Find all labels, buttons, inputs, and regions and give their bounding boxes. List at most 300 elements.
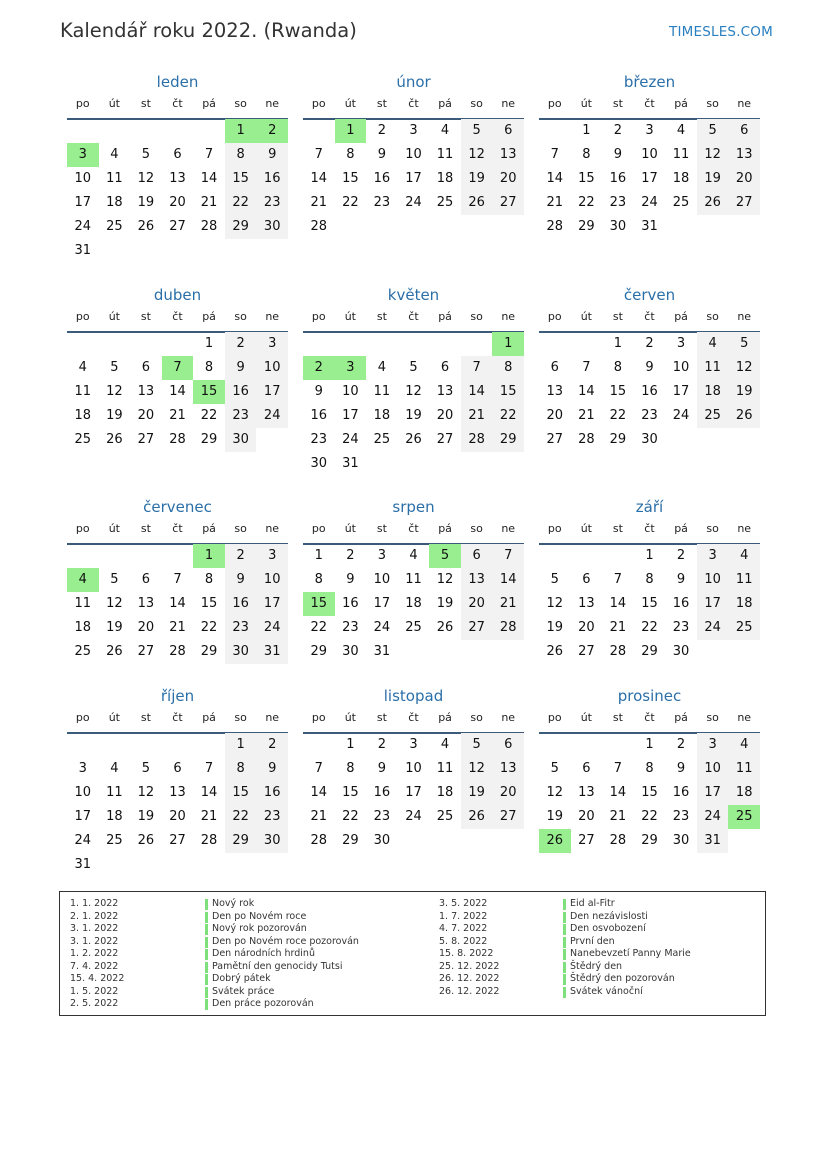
brand-link[interactable]: TIMESLES.COM: [669, 24, 773, 40]
day-cell: 14: [200, 171, 218, 186]
legend-date: 3. 1. 2022: [70, 935, 119, 947]
day-cell: 9: [377, 147, 387, 162]
day-cell: 30: [256, 215, 288, 239]
legend-marker: [563, 987, 566, 998]
day-cell: 30: [225, 640, 257, 664]
legend-marker: [205, 987, 208, 998]
day-cell: 17: [342, 408, 359, 423]
day-cell: 8: [346, 147, 355, 162]
weekday-header: út: [580, 310, 592, 323]
legend-date: 2. 5. 2022: [70, 998, 119, 1009]
weekday-header: st: [140, 522, 151, 535]
day-cell: 2: [346, 548, 355, 563]
legend-marker: [205, 924, 208, 935]
weekday-header: čt: [172, 522, 183, 535]
weekday-header: pá: [202, 97, 216, 110]
day-cell: 16: [373, 171, 391, 186]
day-cell: 23: [641, 408, 658, 423]
weekday-header: pá: [674, 97, 688, 110]
day-cell: 27: [728, 191, 760, 215]
day-cell: 11: [74, 596, 92, 611]
weekday-header: st: [612, 711, 623, 724]
day-cell: 11: [672, 147, 690, 162]
day-cell: 6: [582, 761, 591, 776]
day-cell: 19: [106, 620, 123, 635]
legend-holiday-name: Den národních hrdinů: [212, 948, 315, 959]
day-cell: 20: [492, 167, 524, 191]
weekday-header: po: [75, 97, 90, 110]
day-cell: 21: [200, 195, 218, 210]
day-cell: 5: [409, 360, 418, 375]
day-cell: 19: [728, 380, 760, 404]
day-cell: 15: [342, 171, 359, 186]
day-cell: 8: [225, 143, 257, 167]
legend-holiday-name: Eid al-Fitr: [570, 898, 615, 909]
day-cell: 28: [546, 219, 564, 234]
day-cell: 19: [137, 195, 155, 210]
weekday-header: ne: [501, 522, 516, 535]
day-cell: 18: [728, 592, 760, 616]
day-cell: 11: [436, 761, 454, 776]
day-cell: 6: [141, 572, 151, 587]
day-cell: 8: [492, 356, 524, 380]
day-cell: 21: [609, 809, 627, 824]
day-cell: 27: [492, 805, 524, 829]
day-cell: 9: [256, 143, 288, 167]
month-červen: [539, 285, 760, 485]
day-cell: 2: [676, 737, 686, 752]
day-cell: 21: [609, 620, 627, 635]
weekday-header: so: [706, 310, 719, 323]
month-name: březen: [623, 73, 676, 91]
day-cell: 15: [342, 785, 359, 800]
day-cell: 1: [613, 336, 623, 351]
month-name: září: [635, 498, 664, 516]
day-cell: 22: [200, 408, 218, 423]
day-cell: 24: [405, 195, 422, 210]
month-name: říjen: [160, 687, 195, 705]
day-cell: 24: [256, 616, 288, 640]
weekday-header: so: [470, 97, 483, 110]
day-cell: 3: [78, 761, 87, 776]
day-cell: 30: [609, 219, 627, 234]
day-cell: 14: [169, 384, 186, 399]
day-cell: 21: [169, 408, 186, 423]
weekday-header: so: [234, 97, 247, 110]
day-cell: 17: [697, 592, 729, 616]
month-říjen: [67, 686, 288, 886]
day-cell: 28: [461, 428, 493, 452]
day-cell: 17: [256, 592, 288, 616]
weekday-header: st: [376, 310, 387, 323]
day-cell: 22: [492, 404, 524, 428]
weekday-header: ne: [265, 522, 280, 535]
day-cell: 13: [137, 384, 155, 399]
day-cell: 10: [256, 356, 288, 380]
weekday-header: st: [376, 522, 387, 535]
day-cell: 14: [546, 171, 564, 186]
day-cell: 24: [697, 805, 729, 829]
legend-marker: [205, 912, 208, 923]
weekday-header: pá: [438, 310, 452, 323]
day-cell: 2: [225, 544, 257, 568]
day-cell: 13: [578, 596, 595, 611]
month-name: červen: [623, 286, 676, 304]
day-cell: 9: [225, 568, 257, 592]
day-cell: 2: [676, 548, 686, 563]
day-cell: 27: [169, 833, 186, 848]
legend-holiday-name: Den nezávislosti: [570, 910, 648, 922]
weekday-header: so: [234, 711, 247, 724]
weekday-header: čt: [644, 97, 655, 110]
weekday-header: po: [547, 310, 562, 323]
day-cell: 6: [173, 761, 182, 776]
legend-date: 1. 2. 2022: [70, 948, 119, 959]
day-cell: 13: [436, 384, 454, 399]
day-cell: 31: [342, 456, 359, 471]
day-cell: 2: [256, 733, 288, 757]
weekday-header: so: [470, 522, 483, 535]
holiday-day: 1: [225, 119, 257, 143]
day-cell: 8: [613, 360, 623, 375]
day-cell: 27: [461, 616, 493, 640]
weekday-header: ne: [265, 97, 280, 110]
day-cell: 24: [405, 809, 422, 824]
day-cell: 7: [613, 761, 623, 776]
day-cell: 16: [225, 380, 257, 404]
day-cell: 19: [461, 167, 493, 191]
day-cell: 16: [225, 592, 257, 616]
month-name: květen: [387, 286, 440, 304]
day-cell: 4: [728, 544, 760, 568]
day-cell: 28: [200, 833, 218, 848]
day-cell: 23: [373, 809, 391, 824]
day-cell: 26: [461, 191, 493, 215]
month-prosinec: [539, 686, 760, 886]
day-cell: 10: [405, 761, 422, 776]
day-cell: 14: [609, 596, 627, 611]
day-cell: 23: [225, 616, 257, 640]
weekday-header: ne: [737, 522, 752, 535]
day-cell: 17: [373, 596, 391, 611]
day-cell: 17: [405, 785, 422, 800]
weekday-header: po: [547, 522, 562, 535]
day-cell: 29: [200, 432, 218, 447]
day-cell: 18: [74, 408, 92, 423]
day-cell: 26: [697, 191, 729, 215]
day-cell: 9: [676, 761, 686, 776]
legend-marker: [563, 974, 566, 985]
day-cell: 9: [225, 356, 257, 380]
day-cell: 10: [697, 757, 729, 781]
day-cell: 3: [377, 548, 387, 563]
day-cell: 21: [546, 195, 564, 210]
day-cell: 12: [546, 785, 564, 800]
day-cell: 7: [204, 761, 214, 776]
day-cell: 14: [609, 785, 627, 800]
day-cell: 26: [137, 219, 155, 234]
day-cell: 20: [169, 195, 186, 210]
day-cell: 13: [492, 757, 524, 781]
day-cell: 18: [74, 620, 92, 635]
day-cell: 29: [609, 432, 627, 447]
day-cell: 3: [256, 332, 288, 356]
legend-holiday-name: Den po Novém roce pozorován: [212, 935, 359, 947]
legend-marker: [205, 949, 208, 960]
day-cell: 4: [440, 737, 450, 752]
day-cell: 9: [256, 757, 288, 781]
day-cell: 12: [546, 596, 564, 611]
day-cell: 10: [405, 147, 422, 162]
day-cell: 25: [672, 195, 690, 210]
day-cell: 22: [641, 809, 658, 824]
weekday-header: čt: [644, 711, 655, 724]
weekday-header: pá: [674, 310, 688, 323]
day-cell: 25: [74, 644, 92, 659]
day-cell: 10: [256, 568, 288, 592]
day-cell: 16: [310, 408, 328, 423]
weekday-header: po: [311, 522, 326, 535]
holiday-day: 7: [162, 356, 194, 380]
day-cell: 19: [546, 620, 564, 635]
day-cell: 3: [409, 123, 418, 138]
day-cell: 25: [106, 833, 123, 848]
month-září: [539, 497, 760, 697]
day-cell: 26: [137, 833, 155, 848]
legend-date: 2. 1. 2022: [70, 910, 119, 922]
day-cell: 25: [697, 404, 729, 428]
day-cell: 24: [74, 833, 92, 848]
day-cell: 9: [314, 384, 323, 399]
day-cell: 5: [728, 332, 760, 356]
day-cell: 31: [74, 243, 92, 258]
month-červenec: [67, 497, 288, 697]
weekday-header: čt: [408, 522, 419, 535]
day-cell: 20: [492, 781, 524, 805]
weekday-header: so: [470, 711, 483, 724]
weekday-header: út: [344, 522, 356, 535]
day-cell: 17: [641, 171, 658, 186]
day-cell: 12: [436, 572, 454, 587]
day-cell: 17: [405, 171, 422, 186]
month-name: duben: [153, 286, 202, 304]
day-cell: 10: [697, 568, 729, 592]
day-cell: 7: [550, 147, 559, 162]
day-cell: 27: [492, 191, 524, 215]
day-cell: 25: [405, 620, 422, 635]
weekday-header: pá: [438, 522, 452, 535]
day-cell: 8: [204, 360, 214, 375]
weekday-header: st: [140, 97, 151, 110]
day-cell: 13: [728, 143, 760, 167]
weekday-header: pá: [202, 711, 216, 724]
legend-holiday-name: Den osvobození: [570, 923, 646, 934]
day-cell: 23: [225, 404, 257, 428]
legend-marker: [205, 899, 208, 910]
day-cell: 13: [461, 568, 493, 592]
weekday-header: ne: [501, 97, 516, 110]
day-cell: 2: [613, 123, 623, 138]
day-cell: 1: [645, 548, 654, 563]
month-únor: [303, 72, 524, 272]
day-cell: 29: [492, 428, 524, 452]
weekday-header: út: [580, 522, 592, 535]
day-cell: 28: [578, 432, 595, 447]
day-cell: 30: [342, 644, 359, 659]
day-cell: 5: [110, 360, 119, 375]
day-cell: 16: [256, 167, 288, 191]
holiday-day: 3: [67, 143, 99, 167]
weekday-header: so: [706, 522, 719, 535]
day-cell: 31: [697, 829, 729, 853]
day-cell: 6: [141, 360, 151, 375]
day-cell: 14: [310, 785, 328, 800]
legend-date: 1. 7. 2022: [439, 910, 488, 922]
day-cell: 7: [173, 572, 182, 587]
legend-date: 15. 4. 2022: [70, 973, 125, 984]
weekday-header: čt: [408, 97, 419, 110]
day-cell: 1: [204, 336, 214, 351]
weekday-header: ne: [737, 97, 752, 110]
day-cell: 12: [728, 356, 760, 380]
day-cell: 15: [492, 380, 524, 404]
day-cell: 17: [256, 380, 288, 404]
day-cell: 27: [137, 432, 155, 447]
day-cell: 23: [373, 195, 391, 210]
day-cell: 11: [697, 356, 729, 380]
day-cell: 8: [204, 572, 214, 587]
day-cell: 20: [137, 620, 155, 635]
day-cell: 17: [697, 781, 729, 805]
legend-date: 26. 12. 2022: [439, 985, 500, 997]
holiday-day: 25: [728, 805, 760, 829]
day-cell: 28: [609, 833, 627, 848]
day-cell: 16: [672, 596, 690, 611]
day-cell: 30: [225, 428, 257, 452]
day-cell: 10: [74, 171, 92, 186]
weekday-header: st: [612, 522, 623, 535]
day-cell: 7: [492, 544, 524, 568]
day-cell: 26: [106, 644, 123, 659]
legend-date: 3. 1. 2022: [70, 923, 119, 934]
day-cell: 7: [613, 572, 623, 587]
weekday-header: po: [547, 97, 562, 110]
day-cell: 24: [373, 620, 391, 635]
day-cell: 8: [645, 572, 654, 587]
day-cell: 23: [672, 809, 690, 824]
day-cell: 12: [106, 596, 123, 611]
day-cell: 22: [225, 191, 257, 215]
month-name: leden: [156, 73, 199, 91]
day-cell: 11: [405, 572, 422, 587]
day-cell: 14: [169, 596, 186, 611]
day-cell: 19: [461, 781, 493, 805]
day-cell: 22: [641, 620, 658, 635]
holiday-legend: [59, 891, 766, 1016]
day-cell: 14: [492, 568, 524, 592]
day-cell: 29: [342, 833, 359, 848]
day-cell: 13: [169, 171, 186, 186]
day-cell: 2: [225, 332, 257, 356]
month-květen: [303, 285, 524, 485]
day-cell: 8: [582, 147, 591, 162]
day-cell: 18: [106, 809, 123, 824]
day-cell: 18: [436, 785, 454, 800]
day-cell: 3: [697, 544, 729, 568]
weekday-header: ne: [265, 711, 280, 724]
day-cell: 23: [672, 620, 690, 635]
weekday-header: st: [612, 97, 623, 110]
day-cell: 26: [461, 805, 493, 829]
legend-marker: [563, 899, 566, 910]
weekday-header: čt: [172, 97, 183, 110]
day-cell: 7: [314, 761, 323, 776]
day-cell: 9: [676, 572, 686, 587]
day-cell: 16: [373, 785, 391, 800]
legend-holiday-name: Svátek vánoční: [570, 985, 643, 997]
weekday-header: út: [344, 310, 356, 323]
holiday-day: 4: [67, 568, 99, 592]
day-cell: 3: [256, 544, 288, 568]
weekday-header: út: [344, 97, 356, 110]
page-title: Kalendář roku 2022. (Rwanda): [60, 19, 357, 42]
day-cell: 6: [728, 119, 760, 143]
day-cell: 6: [492, 733, 524, 757]
day-cell: 13: [492, 143, 524, 167]
day-cell: 22: [342, 809, 359, 824]
day-cell: 6: [461, 544, 493, 568]
day-cell: 3: [697, 733, 729, 757]
day-cell: 19: [405, 408, 422, 423]
day-cell: 28: [169, 432, 186, 447]
day-cell: 16: [256, 781, 288, 805]
day-cell: 6: [550, 360, 559, 375]
legend-date: 25. 12. 2022: [439, 960, 500, 972]
day-cell: 14: [200, 785, 218, 800]
day-cell: 29: [225, 829, 257, 853]
holiday-day: 1: [335, 119, 367, 143]
day-cell: 4: [728, 733, 760, 757]
day-cell: 31: [641, 219, 658, 234]
day-cell: 5: [550, 572, 559, 587]
day-cell: 24: [342, 432, 359, 447]
day-cell: 25: [74, 432, 92, 447]
day-cell: 12: [106, 384, 123, 399]
day-cell: 26: [106, 432, 123, 447]
holiday-day: 5: [429, 544, 461, 568]
day-cell: 18: [405, 596, 422, 611]
day-cell: 31: [373, 644, 391, 659]
day-cell: 16: [342, 596, 359, 611]
legend-holiday-name: Den po Novém roce: [212, 910, 307, 922]
weekday-header: po: [75, 310, 90, 323]
weekday-header: so: [234, 522, 247, 535]
day-cell: 11: [106, 785, 123, 800]
weekday-header: čt: [644, 522, 655, 535]
day-cell: 30: [373, 833, 391, 848]
day-cell: 4: [110, 761, 119, 776]
day-cell: 21: [200, 809, 218, 824]
day-cell: 20: [461, 592, 493, 616]
day-cell: 18: [106, 195, 123, 210]
weekday-header: pá: [438, 97, 452, 110]
day-cell: 16: [641, 384, 658, 399]
weekday-header: so: [470, 310, 483, 323]
legend-marker: [563, 912, 566, 923]
day-cell: 28: [310, 219, 328, 234]
weekday-header: čt: [408, 310, 419, 323]
weekday-header: so: [234, 310, 247, 323]
